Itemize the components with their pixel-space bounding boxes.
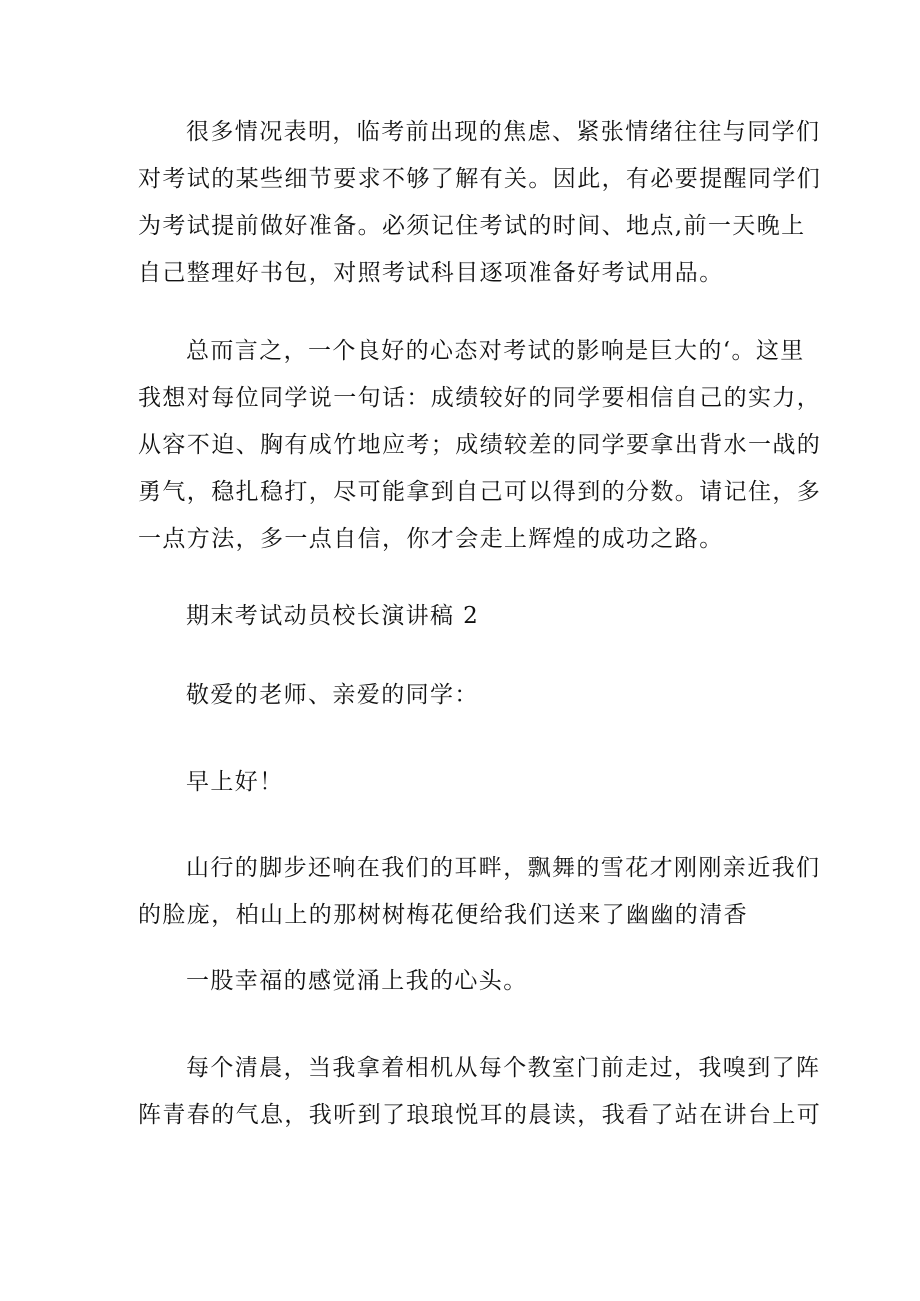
section-title: 期末考试动员校长演讲稿 2 [186,603,480,629]
paragraph-line: 每个清晨，当我拿着相机从每个教室门前走过，我嗅到了阵 [186,1055,821,1081]
paragraph-line: 阵青春的气息，我听到了琅琅悦耳的晨读，我看了站在讲台上可 [138,1102,822,1128]
paragraph-line: 一股幸福的感觉涌上我的心头。 [186,968,528,994]
paragraph-line: 我想对每位同学说一句话：成绩较好的同学要相信自己的实力， [138,385,822,411]
greeting: 早上好！ [186,769,284,795]
paragraph-line: 自己整理好书包，对照考试科目逐项准备好考试用品。 [138,260,724,286]
paragraph-line: 的脸庞，柏山上的那树树梅花便给我们送来了幽幽的清香 [138,902,748,928]
paragraph-line: 对考试的某些细节要求不够了解有关。因此，有必要提醒同学们 [138,166,822,192]
paragraph-line: 山行的脚步还响在我们的耳畔，飘舞的雪花才刚刚亲近我们 [186,855,821,881]
paragraph-line: 很多情况表明，临考前出现的焦虑、紧张情绪往往与同学们 [186,119,821,145]
paragraph-line: 一点方法，多一点自信，你才会走上辉煌的成功之路。 [138,526,724,552]
salutation: 敬爱的老师、亲爱的同学： [186,682,479,708]
paragraph-line: 从容不迫、胸有成竹地应考；成绩较差的同学要拿出背水一战的 [138,432,822,458]
paragraph-line: 总而言之，一个良好的心态对考试的影响是巨大的‘。这里 [186,338,805,364]
paragraph-line: 为考试提前做好准备。必须记住考试的时间、地点,前一天晚上 [138,213,806,239]
paragraph-line: 勇气，稳扎稳打，尽可能拿到自己可以得到的分数。请记住，多 [138,479,822,505]
